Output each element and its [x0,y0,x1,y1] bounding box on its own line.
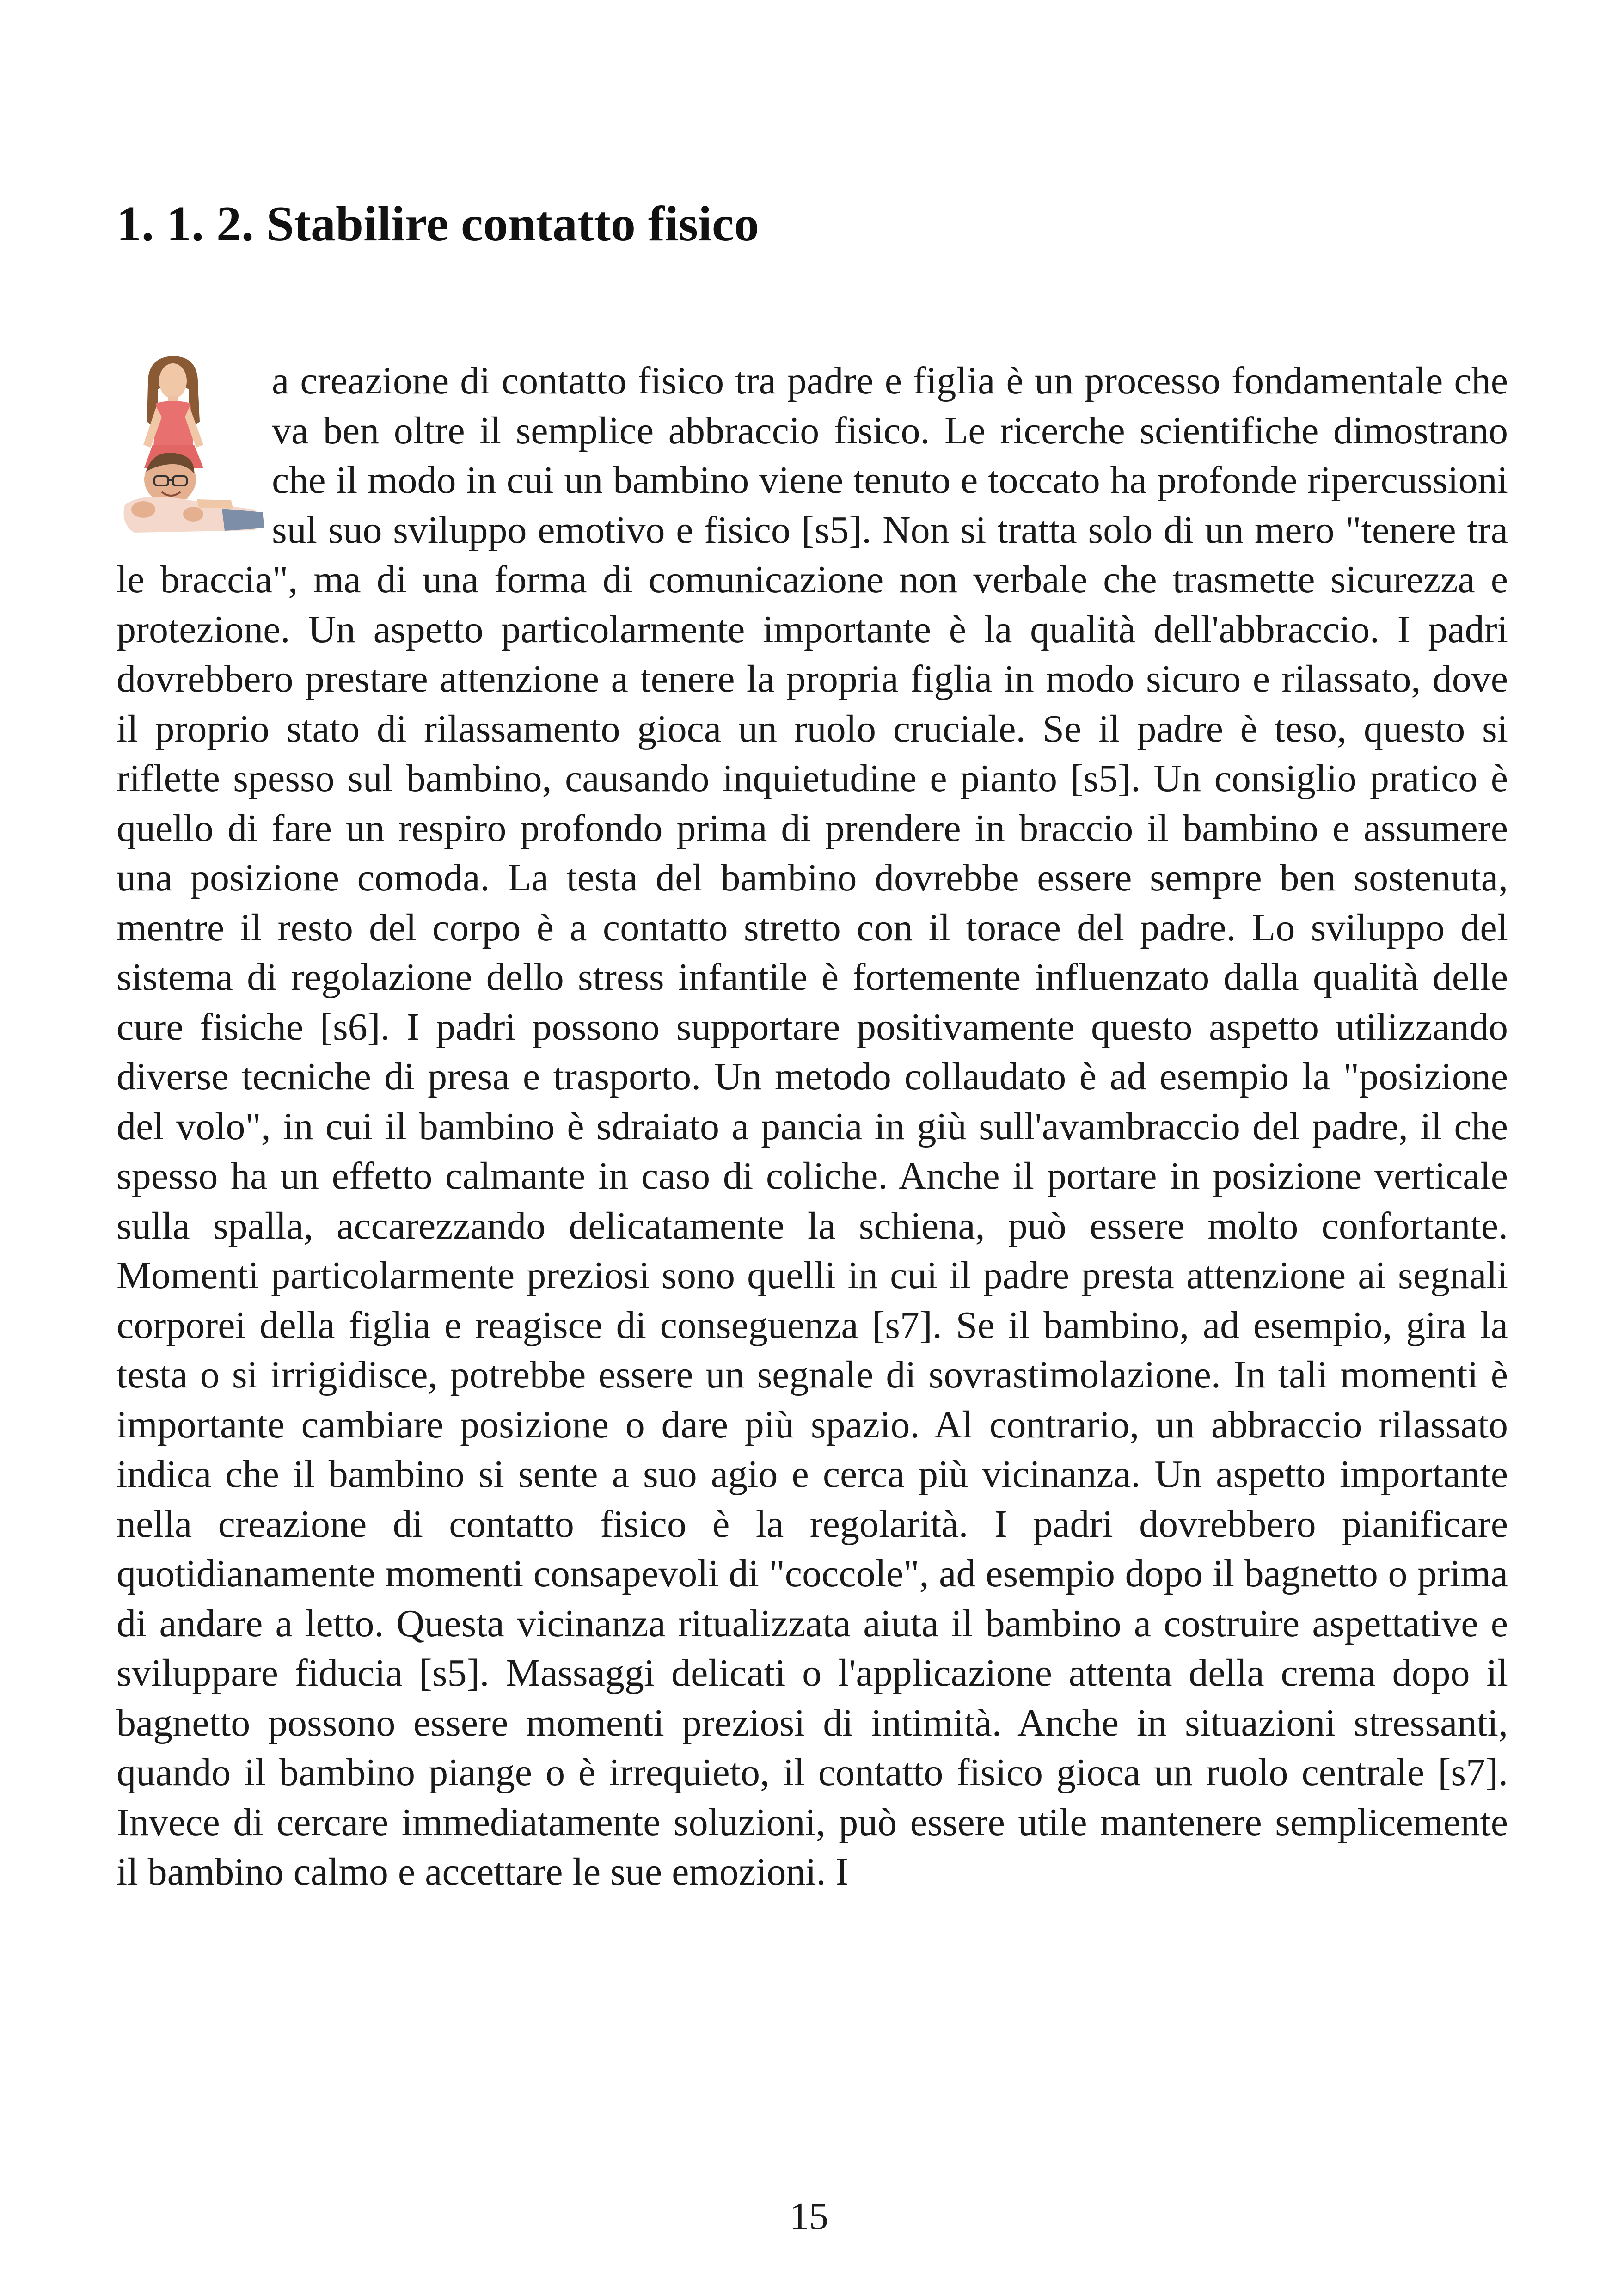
page-number: 15 [790,2195,828,2238]
section-heading: 1. 1. 2. Stabilire contatto fisico [116,196,759,252]
body-paragraph [116,356,1508,1897]
paragraph-text: a creazione di contatto fisico tra padre e figlia è un processo fondamentale che va ben oltre il semplice abbraccio fisico. Le ricerche scientifiche dimostrano che il modo in cui un bambino viene tenuto e toccato ha profonde ripercussioni sul suo sviluppo emotivo e fisico [s5]. Non si tratta solo di un mero "tenere tra le braccia", ma di una forma di comunicazione non verbale che trasmette sicurezza e protezione. Un aspetto particolarmente importante è la qualità dell'abbraccio. I padri dovrebbero prestare attenzione a tenere la propria figlia in modo sicuro e rilassato, dove il proprio stato di rilassamento gioca un ruolo cruciale. Se il padre è teso, questo si riflette spesso sul bambino, causando inquietudine e pianto [s5]. Un consiglio pratico è quello di fare un respiro profondo prima di prendere in braccio il bambino e assumere una posizione comoda. La testa del bambino dovrebbe essere sempre ben sostenuta, mentre il resto del corpo è a contatto stretto con il torace del padre. Lo sviluppo del sistema di regolazione dello stress infantile è fortemente influenzato dalla qualità delle cure fisiche [s6]. I padri possono supportare positivamente questo aspetto utilizzando diverse tecniche di presa e trasporto. Un metodo collaudato è ad esempio la "posizione del volo", in cui il bambino è sdraiato a pancia in giù sull'avambraccio del padre, il che spesso ha un effetto calmante in caso di coliche. Anche il portare in posizione verticale sulla spalla, accarezzando delicatamente la schiena, può essere molto confortante. Momenti particolarmente preziosi sono quelli in cui il padre presta attenzione ai segnali corporei della figlia e reagisce di conseguenza [s7]. Se il bambino, ad esempio, gira la testa o si irrigidisce, potrebbe essere un segnale di sovrastimolazione. In tali momenti è importante cambiare posizione o dare più spazio. Al contrario, un abbraccio rilassato indica che il bambino si sente a suo agio e cerca più vicinanza. Un aspetto importante nella creazione di contatto fisico è la regolarità. I padri dovrebbero pianificare quotidianamente momenti consapevoli di "coccole", ad esempio dopo il bagnetto o prima di andare a letto. Questa vicinanza ritualizzata aiuta il bambino a costruire aspettative e sviluppare fiducia [s5]. Massaggi delicati o l'applicazione attenta della crema dopo il bagnetto possono essere momenti preziosi di intimità. Anche in situazioni stressanti, quando il bambino piange o è irrequieto, il contatto fisico gioca un ruolo centrale [s7]. Invece di cercare immediatamente soluzioni, può essere utile mantenere semplicemente il bambino calmo e accettare le sue emozioni. I [116,359,1508,1893]
dropcap-photo [116,352,268,551]
